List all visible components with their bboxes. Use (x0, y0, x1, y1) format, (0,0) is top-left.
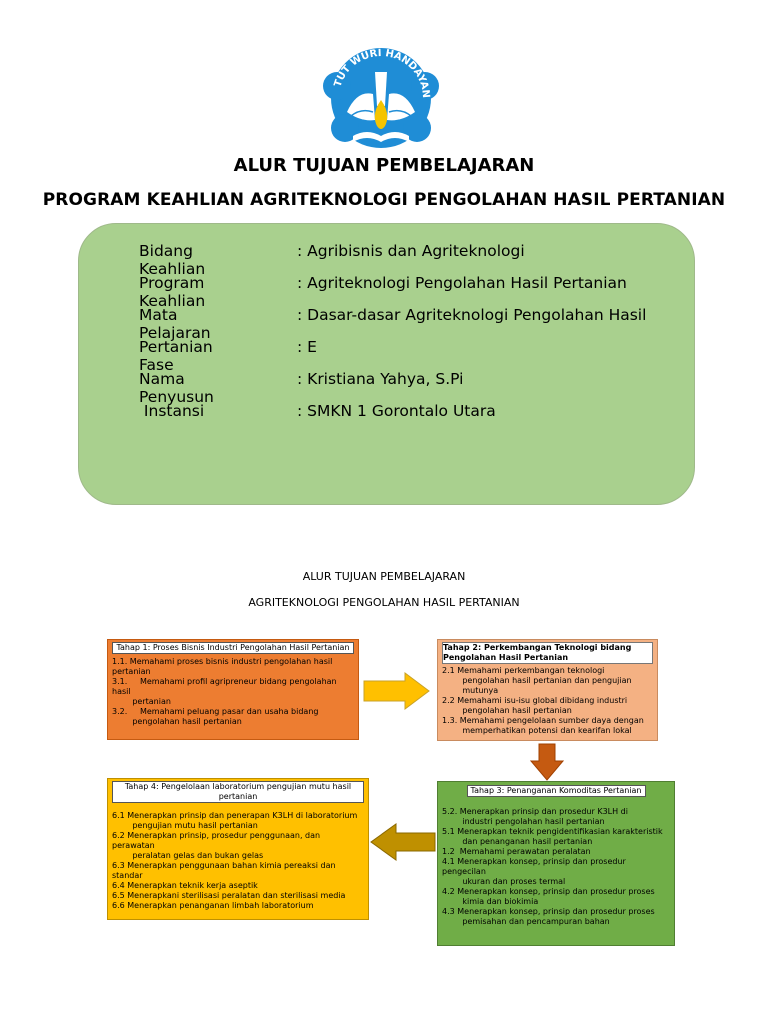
list-item: 6.1 Menerapkan prinsip dan penerapan K3LH di laboratorium pengujian mutu hasil pertanian (112, 811, 358, 830)
tahap3-box (437, 781, 675, 946)
tahap1-box (107, 639, 359, 740)
info-label: Program Keahlian (139, 274, 206, 310)
arrow-right-icon (363, 672, 431, 710)
list-item: 3.1. Memahami profil agripreneur bidang pengolahan hasil pertanian (112, 677, 337, 706)
list-item: 1.1. Memahami proses bisnis industri pengolahan hasil pertanian (112, 657, 335, 676)
info-value: : Kristiana Yahya, S.Pi (297, 370, 464, 388)
info-label: Bidang Keahlian (139, 242, 206, 278)
page-title-line2: PROGRAM KEAHLIAN AGRITEKNOLOGI PENGOLAHAN HASIL PERTANIAN (42, 190, 726, 210)
list-item: 4.3 Menerapkan konsep, prinsip dan prosedur proses pemisahan dan pencampuran bahan (442, 907, 655, 926)
list-item: 6.6 Menerapkan penanganan limbah laboratorium (112, 901, 314, 910)
arrow-left-icon (370, 822, 436, 862)
list-item: 6.4 Menerapkan teknik kerja aseptik (112, 881, 258, 890)
tahap3-heading: Tahap 3: Penanganan Komoditas Pertanian (467, 785, 646, 797)
info-label: Mata Pelajaran (139, 306, 211, 342)
info-panel (78, 223, 695, 505)
page-title-line1: ALUR TUJUAN PEMBELAJARAN (233, 155, 535, 176)
diagram-title-line1: ALUR TUJUAN PEMBELAJARAN (302, 570, 466, 583)
list-item: 2.1 Memahami perkembangan teknologi pengolahan hasil pertanian dan pengujian mutunya (442, 666, 632, 695)
list-item: 3.2. Memahami peluang pasar dan usaha bidang pengolahan hasil pertanian (112, 707, 319, 726)
list-item: 6.5 Menerapkani sterilisasi peralatan dan sterilisasi media (112, 891, 346, 900)
tahap4-heading: Tahap 4: Pengelolaan laboratorium pengujian mutu hasil pertanian (112, 781, 364, 803)
info-value: : Dasar-dasar Agriteknologi Pengolahan Hasil (297, 306, 647, 324)
svg-text:TUT WURI HANDAYANI: TUT WURI HANDAYAN (332, 47, 432, 99)
info-value: : Agriteknologi Pengolahan Hasil Pertanian (297, 274, 627, 292)
arrow-down-icon (530, 743, 564, 781)
diagram-title-line2: AGRITEKNOLOGI PENGOLAHAN HASIL PERTANIAN (248, 596, 520, 609)
list-item: 1.2 Memahami perawatan peralatan (442, 847, 591, 856)
list-item: 4.2 Menerapkan konsep, prinsip dan prosedur proses kimia dan biokimia (442, 887, 655, 906)
info-value: : E (297, 338, 317, 356)
list-item: 2.2 Memahami isu-isu global dibidang industri pengolahan hasil pertanian (442, 696, 628, 715)
list-item: 1.3. Memahami pengelolaan sumber daya dengan memperhatikan potensi dan kearifan lokal (442, 716, 644, 735)
list-item: 6.2 Menerapkan prinsip, prosedur penggunaan, dan perawatan peralatan gelas dan bukan gelas (112, 831, 321, 860)
list-item: 5.1 Menerapkan teknik pengidentifikasian karakteristik dan penanganan hasil pertanian (442, 827, 663, 846)
list-item: 5.2. Menerapkan prinsip dan prosedur K3LH di industri pengolahan hasil pertanian (442, 807, 628, 826)
info-label: Nama Penyusun (139, 370, 214, 406)
list-item: 4.1 Menerapkan konsep, prinsip dan prosedur pengecilan ukuran dan proses termal (442, 857, 626, 886)
tahap2-heading: Tahap 2: Perkembangan Teknologi bidang Pengolahan Hasil Pertanian (442, 642, 653, 664)
info-label: Instansi (139, 402, 205, 420)
list-item: 6.3 Menerapkan penggunaan bahan kimia pereaksi dan standar (112, 861, 339, 880)
info-label: Pertanian Fase (139, 338, 213, 374)
tahap4-box (107, 778, 369, 920)
info-value: : SMKN 1 Gorontalo Utara (297, 402, 496, 420)
info-value: : Agribisnis dan Agriteknologi (297, 242, 525, 260)
tahap1-heading: Tahap 1: Proses Bisnis Industri Pengolahan Hasil Pertanian (112, 642, 353, 654)
tut-wuri-handayani-logo (317, 42, 445, 154)
tahap2-box (437, 639, 658, 741)
